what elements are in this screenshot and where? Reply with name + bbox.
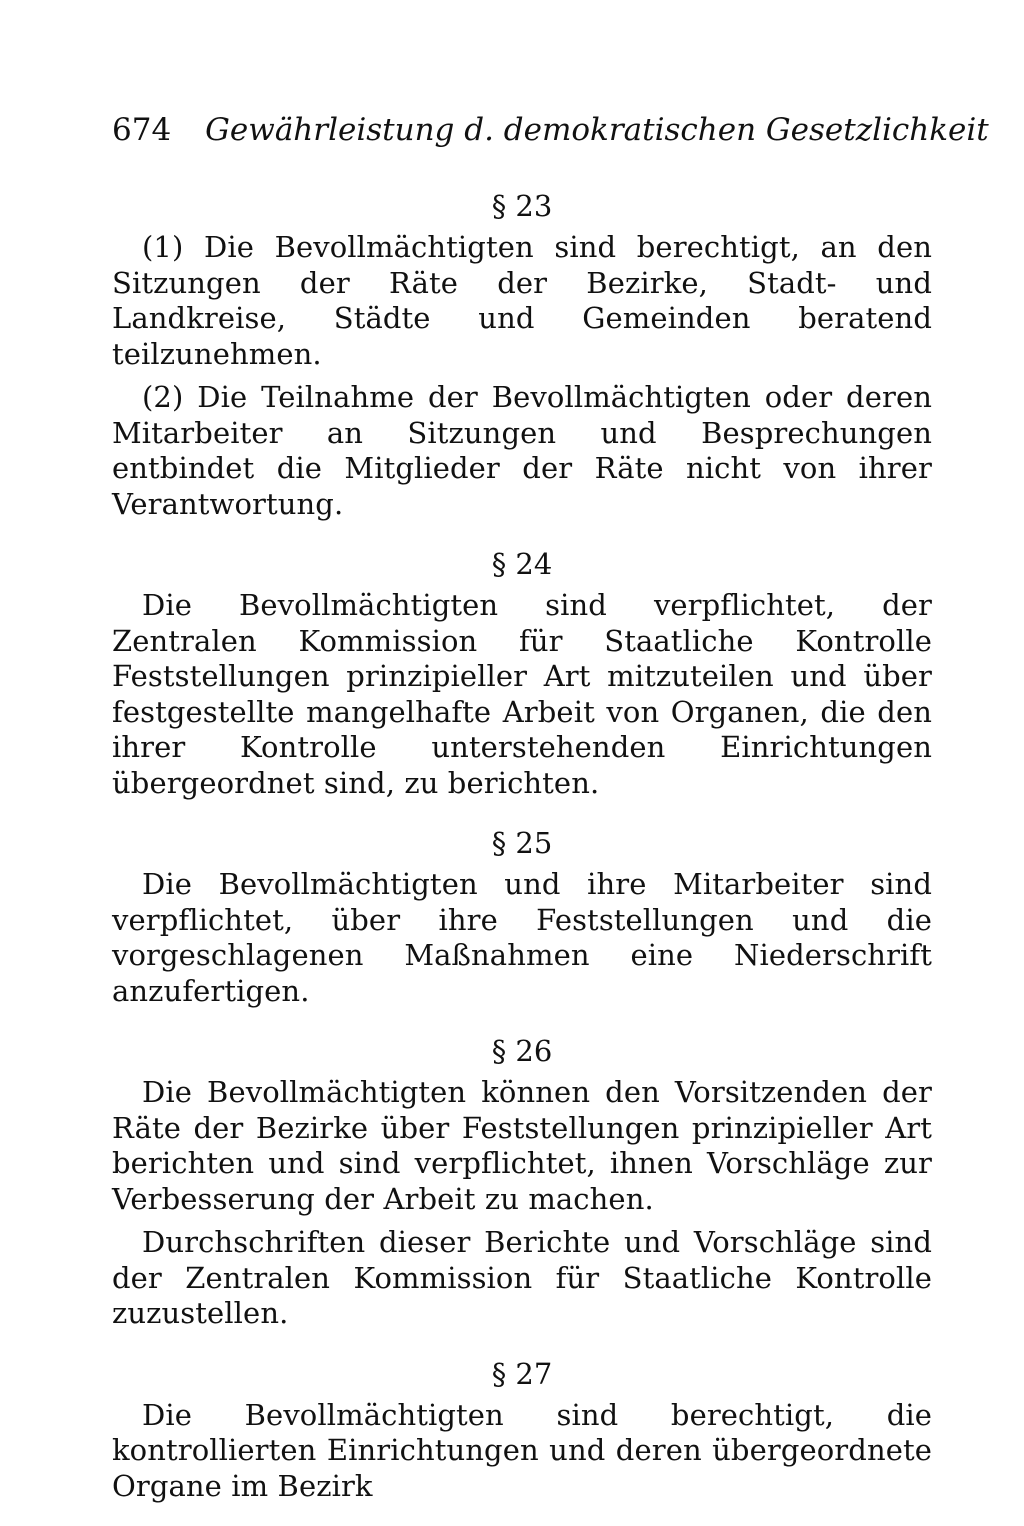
running-title: Gewährleistung d. demokratischen Gesetzlichkeit (205, 112, 989, 148)
paragraph: Die Bevollmächtigten sind berechtigt, die kontrollierten Einrichtungen und deren übergeordnete Organe im Bezirk (112, 1397, 932, 1503)
page-number: 674 (112, 112, 172, 148)
section-title: § 26 (491, 1034, 553, 1068)
paragraph: Die Bevollmächtigten und ihre Mitarbeiter sind verpflichtet, über ihre Feststellungen und die vorgeschlagenen Maßnahmen eine Niederschrift anzufertigen. (112, 867, 932, 1008)
paragraph: Die Bevollmächtigten können den Vorsitzenden der Räte der Bezirke über Feststellungen prinzipieller Art berichten und sind verpflichtet, ihnen Vorschläge zur Verbesserung der Arbeit zu machen. (112, 1075, 932, 1216)
section-24 (112, 544, 932, 801)
paragraph: Durchschriften dieser Berichte und Vorschläge sind der Zentralen Kommission für Staatliche Kontrolle zuzustellen. (112, 1225, 932, 1330)
section-title: § 25 (491, 826, 553, 860)
section-25 (112, 823, 932, 1009)
section-title: § 27 (491, 1356, 553, 1391)
section-27 (112, 1354, 932, 1505)
paragraph: Die Bevollmächtigten sind verpflichtet, der Zentralen Kommission für Staatliche Kontrolle Feststellungen prinzipieller Art mitzuteilen und über festgestellte mangelhafte Arbeit von Organen, die den ihrer Kontrolle unterstehenden Einrichtungen übergeordnet sind, zu berichten. (112, 588, 932, 800)
paragraph: (2) Die Teilnahme der Bevollmächtigten oder deren Mitarbeiter an Sitzungen und Besprechungen entbindet die Mitglieder der Räte nicht von ihrer Verantwortung. (112, 380, 932, 521)
page-header (112, 108, 989, 152)
section-title: § 23 (491, 189, 553, 223)
section-26 (112, 1031, 932, 1332)
section-23 (112, 186, 932, 522)
document-page (112, 108, 989, 1526)
section-title: § 24 (491, 547, 553, 581)
paragraph: (1) Die Bevollmächtigten sind berechtigt, an den Sitzungen der Räte der Bezirke, Stadt- und Landkreise, Städte und Gemeinden beratend teilzunehmen. (112, 230, 932, 371)
